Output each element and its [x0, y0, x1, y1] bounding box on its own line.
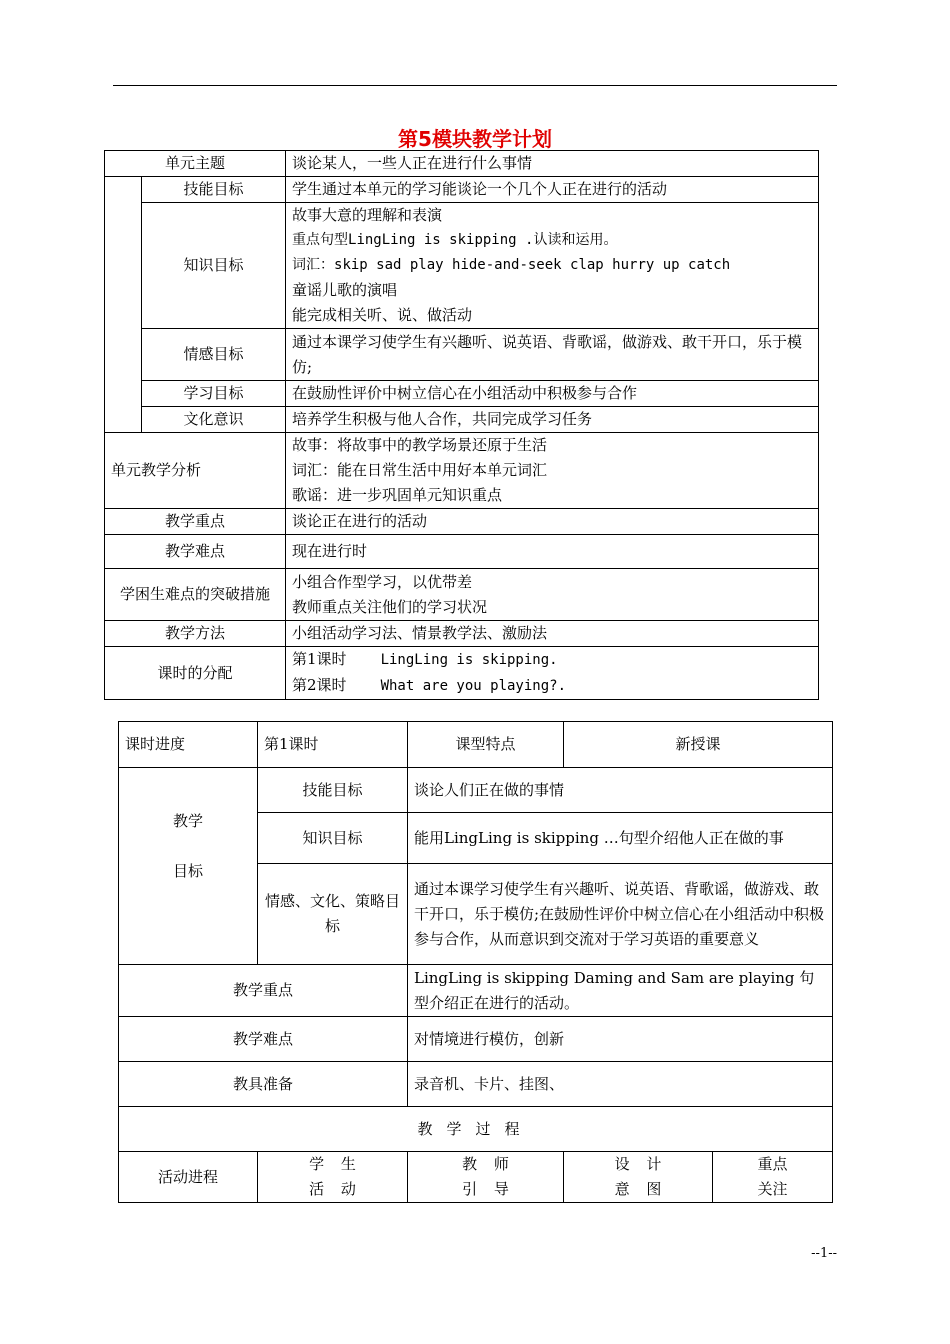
lesson-difficulty-label: 教学难点: [119, 1017, 408, 1062]
process-heading: [119, 1107, 833, 1152]
teacher-label-line: 引 导: [462, 1180, 509, 1198]
culture-label: 文化意识: [142, 407, 286, 433]
skill-label: 技能目标: [142, 177, 286, 203]
culture-value: 培养学生积极与他人合作，共同完成学习任务: [286, 407, 819, 433]
lesson-skill-value: 谈论人们正在做的事情: [408, 768, 833, 813]
skill-value: 学生通过本单元的学习能谈论一个几个人正在进行的活动: [286, 177, 819, 203]
progress-value: 第1课时: [258, 722, 408, 768]
page-number: --1--: [811, 1246, 837, 1261]
lesson-key-label: 教学重点: [119, 965, 408, 1017]
theme-value: 谈论某人，一些人正在进行什么事情: [286, 151, 819, 177]
teacher-label-line: 教 师: [462, 1155, 509, 1173]
analysis-line: 故事：将故事中的教学场景还原于生活: [292, 436, 548, 454]
unit-plan-table: [104, 150, 819, 700]
page-title: 第5模块教学计划: [398, 127, 552, 151]
emotion-label: 情感目标: [142, 329, 286, 381]
difficulty-label: 教学难点: [105, 535, 286, 569]
lesson-emotion-value: 通过本课学习使学生有兴趣听、说英语、背歌谣，做游戏、敢干开口，乐于模仿;在鼓励性评价中树立信心在小组活动中积极参与合作，从而意识到交流对于学习英语的重要意义: [408, 864, 833, 965]
knowledge-line: 词汇：skip sad play hide-and-seek clap hurry up catch: [292, 257, 731, 273]
key-value: 谈论正在进行的活动: [286, 509, 819, 535]
teacher-label: [408, 1152, 564, 1203]
schedule-line: [292, 673, 812, 699]
type-label: 课型特点: [408, 722, 564, 768]
goals-label: [119, 768, 258, 965]
knowledge-value: [286, 203, 819, 329]
theme-label: 单元主题: [105, 151, 286, 177]
student-label-line: 学 生: [309, 1155, 356, 1173]
tools-label: 教具准备: [119, 1062, 408, 1107]
header-rule: [113, 85, 837, 86]
schedule-period: 第2课时: [292, 676, 347, 694]
lesson-skill-label: 技能目标: [258, 768, 408, 813]
analysis-line: 词汇：能在日常生活中用好本单元词汇: [292, 461, 548, 479]
knowledge-label: 知识目标: [142, 203, 286, 329]
design-label-line: 意 图: [614, 1180, 662, 1198]
design-label: [564, 1152, 713, 1203]
support-line: 小组合作型学习，以优带差: [292, 572, 473, 591]
support-label: 学困生难点的突破措施: [105, 569, 286, 621]
lesson-plan-table: [118, 721, 833, 1203]
schedule-period: 第1课时: [292, 650, 347, 668]
activity-label: 活动进程: [119, 1152, 258, 1203]
focus-label: [713, 1152, 833, 1203]
focus-label-line: 关注: [757, 1180, 788, 1198]
type-value: 新授课: [564, 722, 833, 768]
goals-label-line: 教学: [172, 811, 203, 830]
method-value: 小组活动学习法、情景教学法、激励法: [286, 621, 819, 647]
knowledge-line: 能完成相关听、说、做活动: [292, 306, 473, 324]
analysis-line: 歌谣：进一步巩固单元知识重点: [292, 486, 503, 504]
lesson-key-value: LingLing is skipping Daming and Sam are playing 句型介绍正在进行的活动。: [408, 965, 833, 1017]
goals-label-line: 目标: [172, 861, 203, 880]
lesson-difficulty-value: 对情境进行模仿，创新: [408, 1017, 833, 1062]
knowledge-line: 重点句型LingLing is skipping .认读和运用。: [292, 232, 618, 248]
schedule-line: [292, 647, 812, 673]
difficulty-value: 现在进行时: [286, 535, 819, 569]
focus-label-line: 重点: [757, 1155, 788, 1173]
process-label: 教学过程: [417, 1119, 534, 1138]
schedule-text: LingLing is skipping.: [380, 652, 558, 668]
lesson-knowledge-value: 能用LingLing is skipping …句型介绍他人正在做的事: [408, 813, 833, 864]
analysis-value: [286, 433, 819, 509]
student-label: [258, 1152, 408, 1203]
study-value: 在鼓励性评价中树立信心在小组活动中积极参与合作: [286, 381, 819, 407]
design-label-line: 设 计: [614, 1155, 662, 1173]
emotion-value: 通过本课学习使学生有兴趣听、说英语、背歌谣，做游戏、敢干开口，乐于模仿;: [286, 329, 819, 381]
analysis-label: 单元教学分析: [105, 433, 286, 509]
tools-value: 录音机、卡片、挂图、: [408, 1062, 833, 1107]
student-label-line: 活 动: [309, 1180, 356, 1198]
study-label: 学习目标: [142, 381, 286, 407]
knowledge-line: 童谣儿歌的演唱: [292, 281, 398, 299]
schedule-text: What are you playing?.: [380, 678, 566, 694]
lesson-emotion-label: 情感、文化、策略目标: [258, 864, 408, 965]
method-label: 教学方法: [105, 621, 286, 647]
support-value: [286, 569, 819, 621]
key-label: 教学重点: [105, 509, 286, 535]
schedule-label: 课时的分配: [105, 647, 286, 700]
lesson-knowledge-label: 知识目标: [258, 813, 408, 864]
schedule-value: [286, 647, 819, 700]
progress-label: 课时进度: [119, 722, 258, 768]
support-line: 教师重点关注他们的学习状况: [292, 597, 488, 616]
goals-indent-cell: [105, 177, 142, 433]
knowledge-line: 故事大意的理解和表演: [292, 206, 443, 224]
